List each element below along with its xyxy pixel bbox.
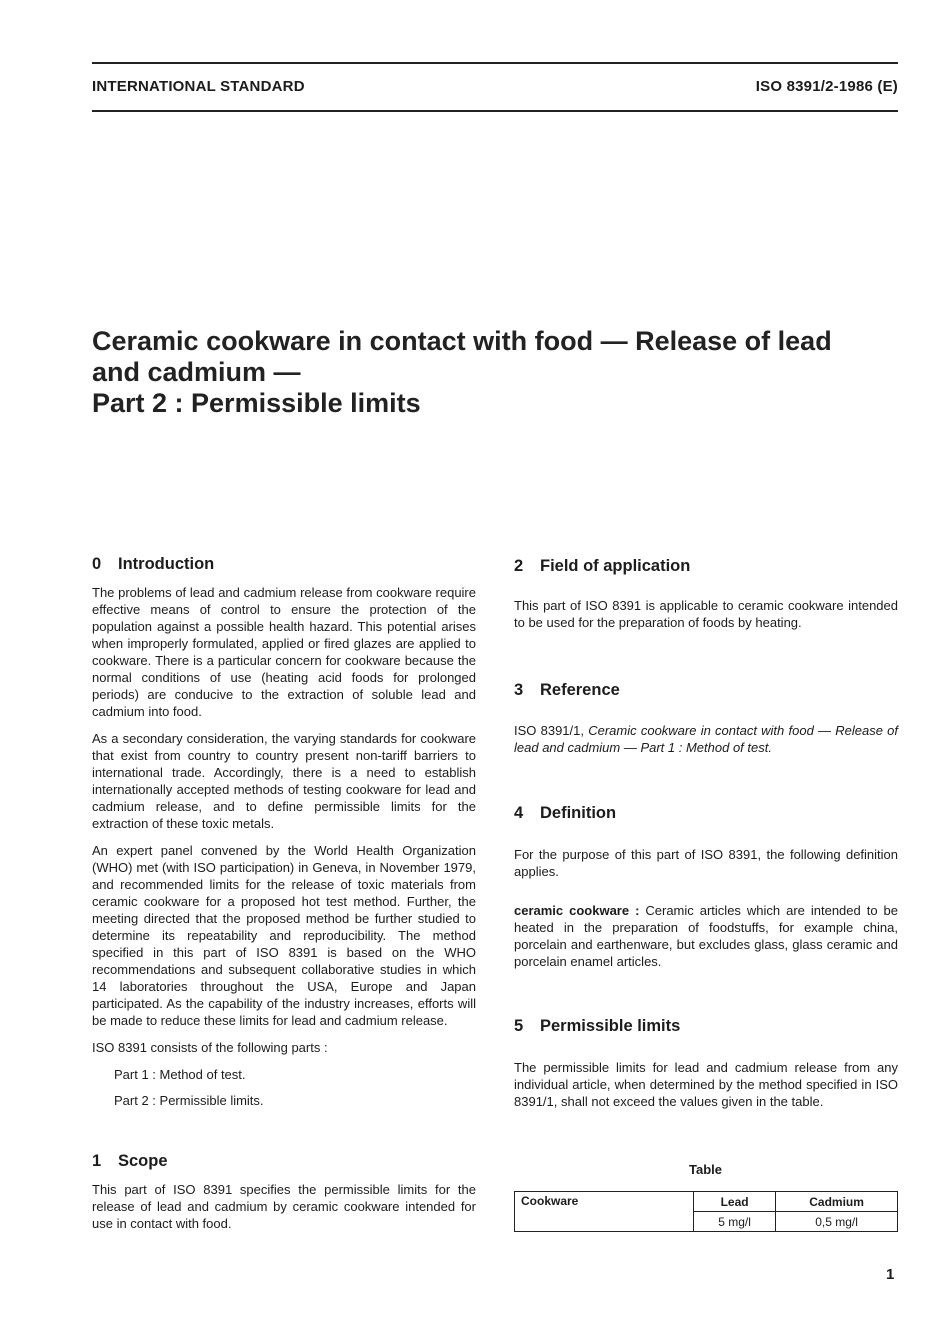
intro-title: Introduction xyxy=(118,555,215,573)
reference-italic: Ceramic cookware in contact with food — Release of lead and cadmium — Part 1 : Method of test. xyxy=(514,723,898,755)
limits-table xyxy=(514,1191,898,1232)
intro-paragraph-4: ISO 8391 consists of the following parts : xyxy=(92,1040,328,1055)
document-title xyxy=(92,326,922,419)
limits-title: Permissible limits xyxy=(540,1017,681,1035)
header-rule xyxy=(92,110,898,112)
top-rule xyxy=(92,62,898,64)
reference-text xyxy=(514,722,898,756)
intro-part-1: Part 1 : Method of test. xyxy=(114,1067,246,1082)
title-line-1: Ceramic cookware in contact with food — Release of lead xyxy=(92,326,832,356)
reference-title: Reference xyxy=(540,681,620,699)
reference-heading xyxy=(514,682,898,699)
intro-heading xyxy=(92,556,476,573)
definition-text: Ceramic articles which are intended to be heated in the preparation of foodstuffs, for example china, porcelain and earthenware, but excludes glass, glass ceramic and porcelain enamel articles. xyxy=(514,903,898,969)
table-cell-lead-value: 5 mg/l xyxy=(694,1212,776,1232)
scope-text: This part of ISO 8391 specifies the permissible limits for the release of lead and cadmium by ceramic cookware intended for use in contact with food. xyxy=(92,1182,476,1231)
intro-paragraph-3: An expert panel convened by the World Health Organization (WHO) met (with ISO participation) in Geneva, in November 1979, and recommended limits for the release of toxic materials from ceramic cookware for a proposed hot test method. Further, the meeting directed that the proposed method be further studied to determine its repeatability and reproducibility. The method specified in this part of ISO 8391 is based on the WHO recommendations and subsequent collaborative studies in which 14 laboratories throughout the USA, Europe and Japan participated. As the capability of the industry increases, efforts will be made to reduce these limits for lead and cadmium release. xyxy=(92,843,476,1028)
limits-number: 5 xyxy=(514,1017,524,1035)
scope-number: 1 xyxy=(92,1152,102,1170)
table-col-cadmium: Cadmium xyxy=(776,1192,898,1212)
reference-section xyxy=(514,682,898,756)
intro-number: 0 xyxy=(92,555,102,573)
field-title: Field of application xyxy=(540,557,691,575)
definition-term-paragraph xyxy=(514,902,898,970)
definition-term: ceramic cookware : xyxy=(514,903,640,918)
field-heading xyxy=(514,558,898,575)
field-text: This part of ISO 8391 is applicable to ceramic cookware intended to be used for the preparation of foods by heating. xyxy=(514,598,898,630)
definition-section xyxy=(514,805,898,970)
intro-part-2: Part 2 : Permissible limits. xyxy=(114,1093,264,1108)
table-cell-cadmium-value: 0,5 mg/l xyxy=(776,1212,898,1232)
reference-lead: ISO 8391/1, xyxy=(514,723,589,738)
scope-section xyxy=(92,1153,476,1232)
table-col-lead: Lead xyxy=(694,1192,776,1212)
limits-text: The permissible limits for lead and cadmium release from any individual article, when determined by the method specified in ISO 8391/1, shall not exceed the values given in the table. xyxy=(514,1060,898,1109)
reference-number: 3 xyxy=(514,681,524,699)
header-right: ISO 8391/2-1986 (E) xyxy=(755,78,898,95)
definition-number: 4 xyxy=(514,804,524,822)
page-number: 1 xyxy=(886,1266,895,1283)
table-col-cookware: Cookware xyxy=(515,1192,694,1232)
scope-title: Scope xyxy=(118,1152,168,1170)
limits-section xyxy=(514,1018,898,1110)
definition-paragraph: For the purpose of this part of ISO 8391, the following definition applies. xyxy=(514,847,898,879)
intro-paragraph-2: As a secondary consideration, the varying standards for cookware that exist from country to country present non-tariff barriers to international trade. Accordingly, there is a need to establish internationally accepted methods of testing cookware for lead and cadmium release, and to define permissible limits for the extraction of these toxic metals. xyxy=(92,731,476,831)
intro-paragraph-1: The problems of lead and cadmium release from cookware require effective means of control to ensure the protection of the population against a possible health hazard. This potential arises when improperly formulated, applied or fired glazes are applied to cookware. There is a particular concern for cookware because the normal conditions of use (heating acid foods for prolonged periods) are conducive to the extraction of soluble lead and cadmium into food. xyxy=(92,585,476,719)
table-title: Table xyxy=(689,1162,722,1177)
title-line-3: Part 2 : Permissible limits xyxy=(92,388,421,418)
definition-heading xyxy=(514,805,898,822)
intro-section xyxy=(92,556,476,1118)
scope-heading xyxy=(92,1153,476,1170)
limits-heading xyxy=(514,1018,898,1035)
table-header-row xyxy=(515,1192,898,1212)
title-line-2: and cadmium — xyxy=(92,357,301,387)
field-section xyxy=(514,558,898,631)
field-number: 2 xyxy=(514,557,524,575)
definition-title: Definition xyxy=(540,804,617,822)
header-left: INTERNATIONAL STANDARD xyxy=(92,78,305,95)
